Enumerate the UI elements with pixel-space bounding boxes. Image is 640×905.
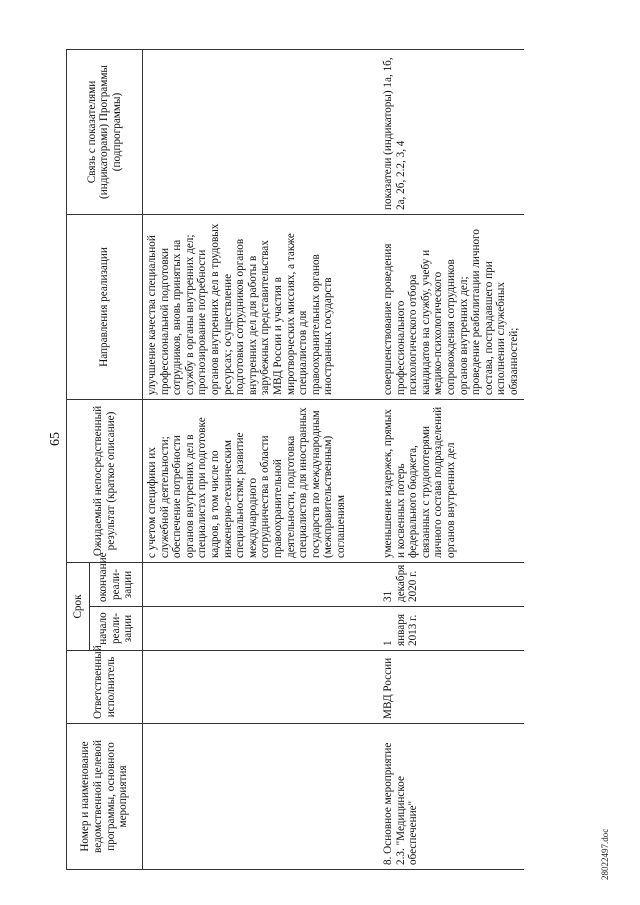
- table-row: [379, 50, 524, 870]
- cell-indicators-link: [143, 50, 380, 215]
- cell-number-name: 8. Основное мероприятие 2.3. "Медицинское обеспечение": [379, 724, 524, 870]
- cell-end: 31 декабря 2020 г.: [379, 563, 524, 607]
- cell-expected-result: с учетом специфики их служебной деятельности; обеспечение потребности органов внутренних дел в специалистах при подготовке кадров, в том числе по инженерно-техническим специальностям; развитие международного сотрудничества в области правоохранительной деятельности, подготовка специалистов для иностранных государств по международным (межправительственным) соглашениям: [143, 400, 380, 563]
- header-directions: Направления реализации: [67, 215, 143, 400]
- table-row: [143, 50, 380, 870]
- cell-responsible: [143, 651, 380, 724]
- cell-expected-result: уменьшение издержек, прямых и косвенных потерь федерального бюджета, связанных с трудопотерями личного состава подразделений органов внутренних дел: [379, 400, 524, 563]
- rotated-table-container: [66, 50, 586, 870]
- cell-responsible: МВД России: [379, 651, 524, 724]
- header-srok: Срок: [67, 563, 90, 651]
- header-number-name: Номер и наименование ведомственной целевой программы, основного мероприятия: [67, 724, 143, 870]
- cell-indicators-link: показатели (индикаторы) 1а, 1б, 2а, 2б, 2.2, 3, 4: [379, 50, 524, 215]
- programme-table: [66, 49, 524, 870]
- cell-start: 1 января 2013 г.: [379, 607, 524, 651]
- header-responsible: Ответственный исполнитель: [67, 651, 143, 724]
- header-start: начало реали-зации: [90, 607, 143, 651]
- page-number: 65: [48, 432, 63, 446]
- cell-start: [143, 607, 380, 651]
- header-expected-result: Ожидаемый непосредственный результат (краткое описание): [67, 400, 143, 563]
- header-end: окончание реали-зации: [90, 563, 143, 607]
- cell-directions: совершенствование проведения профессионального психологического отбора кандидатов на службу, учебу и медико-психологического сопровождения сотрудников органов внутренних дел; проведение реабилитации личного состава, пострадавшего при исполнении служебных обязанностей;: [379, 215, 524, 400]
- document-id: 28022497.doc: [600, 828, 610, 880]
- header-indicators-link: Связь с показателями (индикаторами) Программы (подпрограммы): [67, 50, 143, 215]
- cell-number-name: [143, 724, 380, 870]
- cell-end: [143, 563, 380, 607]
- cell-directions: улучшение качества специальной профессиональной подготовки сотрудников, вновь принятых на службу в органы внутренних дел; прогнозирование потребности органов внутренних дел в трудовых ресурсах; осуществление подготовки сотрудников органов внутренних дел для работы в зарубежных представительствах МВД России и участия в миротворческих миссиях, а также специалистов для правоохранительных органов иностранных государств: [143, 215, 380, 400]
